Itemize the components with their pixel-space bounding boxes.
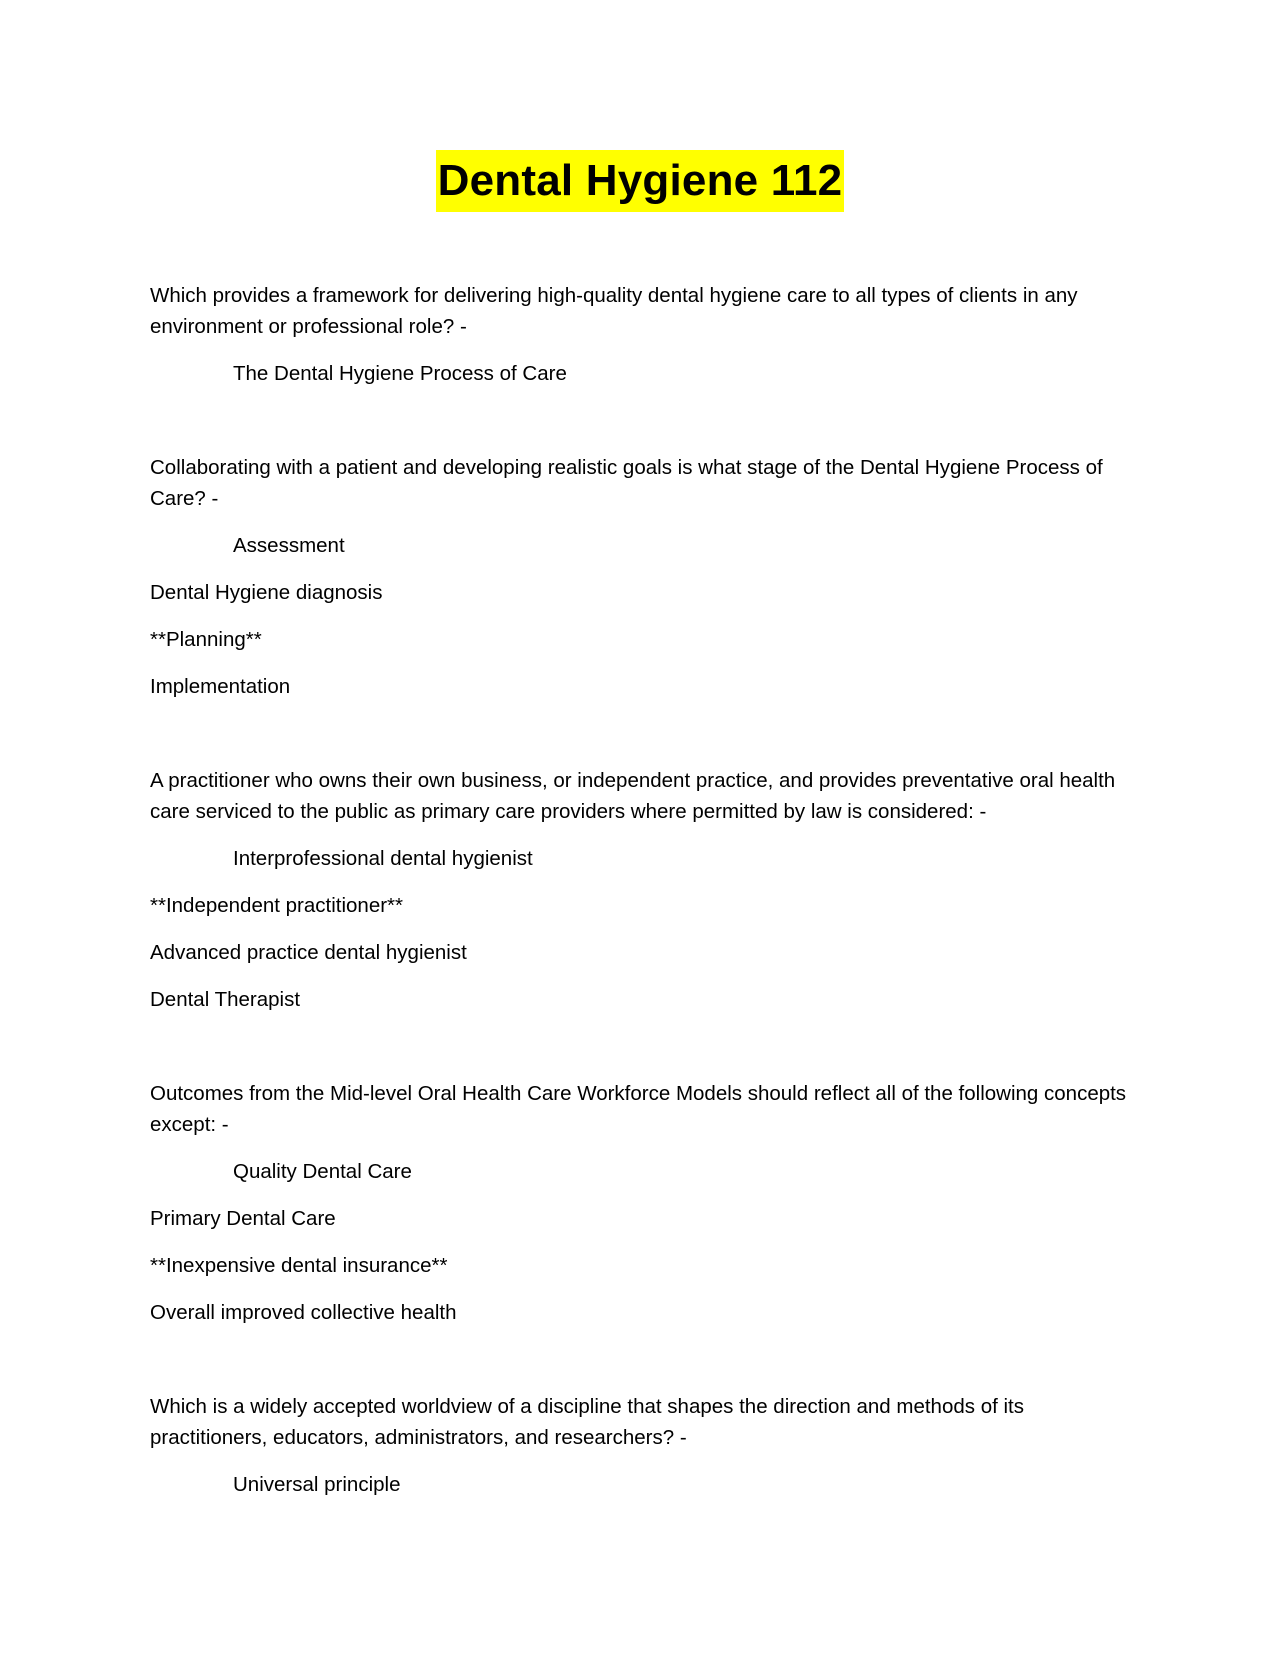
answer-option: Primary Dental Care bbox=[150, 1207, 336, 1230]
answer-option: Implementation bbox=[150, 675, 291, 698]
question-block bbox=[150, 452, 1140, 702]
question-block bbox=[150, 1078, 1140, 1328]
question-text: Which provides a framework for delivering high-quality dental hygiene care to all types of clients in any environment or professional role? - bbox=[150, 284, 1078, 338]
answer-option: The Dental Hygiene Process of Care bbox=[233, 362, 567, 385]
question-block bbox=[150, 280, 1140, 389]
answer-option: Dental Hygiene diagnosis bbox=[150, 581, 383, 604]
answer-option: Universal principle bbox=[233, 1473, 401, 1496]
answer-option: Quality Dental Care bbox=[233, 1160, 412, 1183]
answer-option: Advanced practice dental hygienist bbox=[150, 941, 467, 964]
answer-option: Overall improved collective health bbox=[150, 1301, 457, 1324]
answer-option-correct: **Inexpensive dental insurance** bbox=[150, 1254, 448, 1277]
question-text: Outcomes from the Mid-level Oral Health Care Workforce Models should reflect all of the following concepts except: - bbox=[150, 1082, 1127, 1136]
question-text: Which is a widely accepted worldview of a discipline that shapes the direction and methods of its practitioners, educators, administrators, and researchers? - bbox=[150, 1395, 1024, 1449]
answer-option-correct: **Planning** bbox=[150, 628, 262, 651]
title-wrap bbox=[0, 150, 1280, 212]
question-block bbox=[150, 1391, 1140, 1500]
answer-option: Dental Therapist bbox=[150, 988, 301, 1011]
question-text: A practitioner who owns their own business, or independent practice, and provides preventative oral health care serviced to the public as primary care providers where permitted by law is considered: - bbox=[150, 769, 1116, 823]
question-block bbox=[150, 765, 1140, 1015]
answer-option-correct: **Independent practitioner** bbox=[150, 894, 404, 917]
answer-option: Assessment bbox=[233, 534, 345, 557]
document-content bbox=[150, 280, 1140, 1563]
question-text: Collaborating with a patient and developing realistic goals is what stage of the Dental Hygiene Process of Care? - bbox=[150, 456, 1103, 510]
answer-option: Interprofessional dental hygienist bbox=[233, 847, 533, 870]
document-title: Dental Hygiene 112 bbox=[436, 150, 845, 212]
